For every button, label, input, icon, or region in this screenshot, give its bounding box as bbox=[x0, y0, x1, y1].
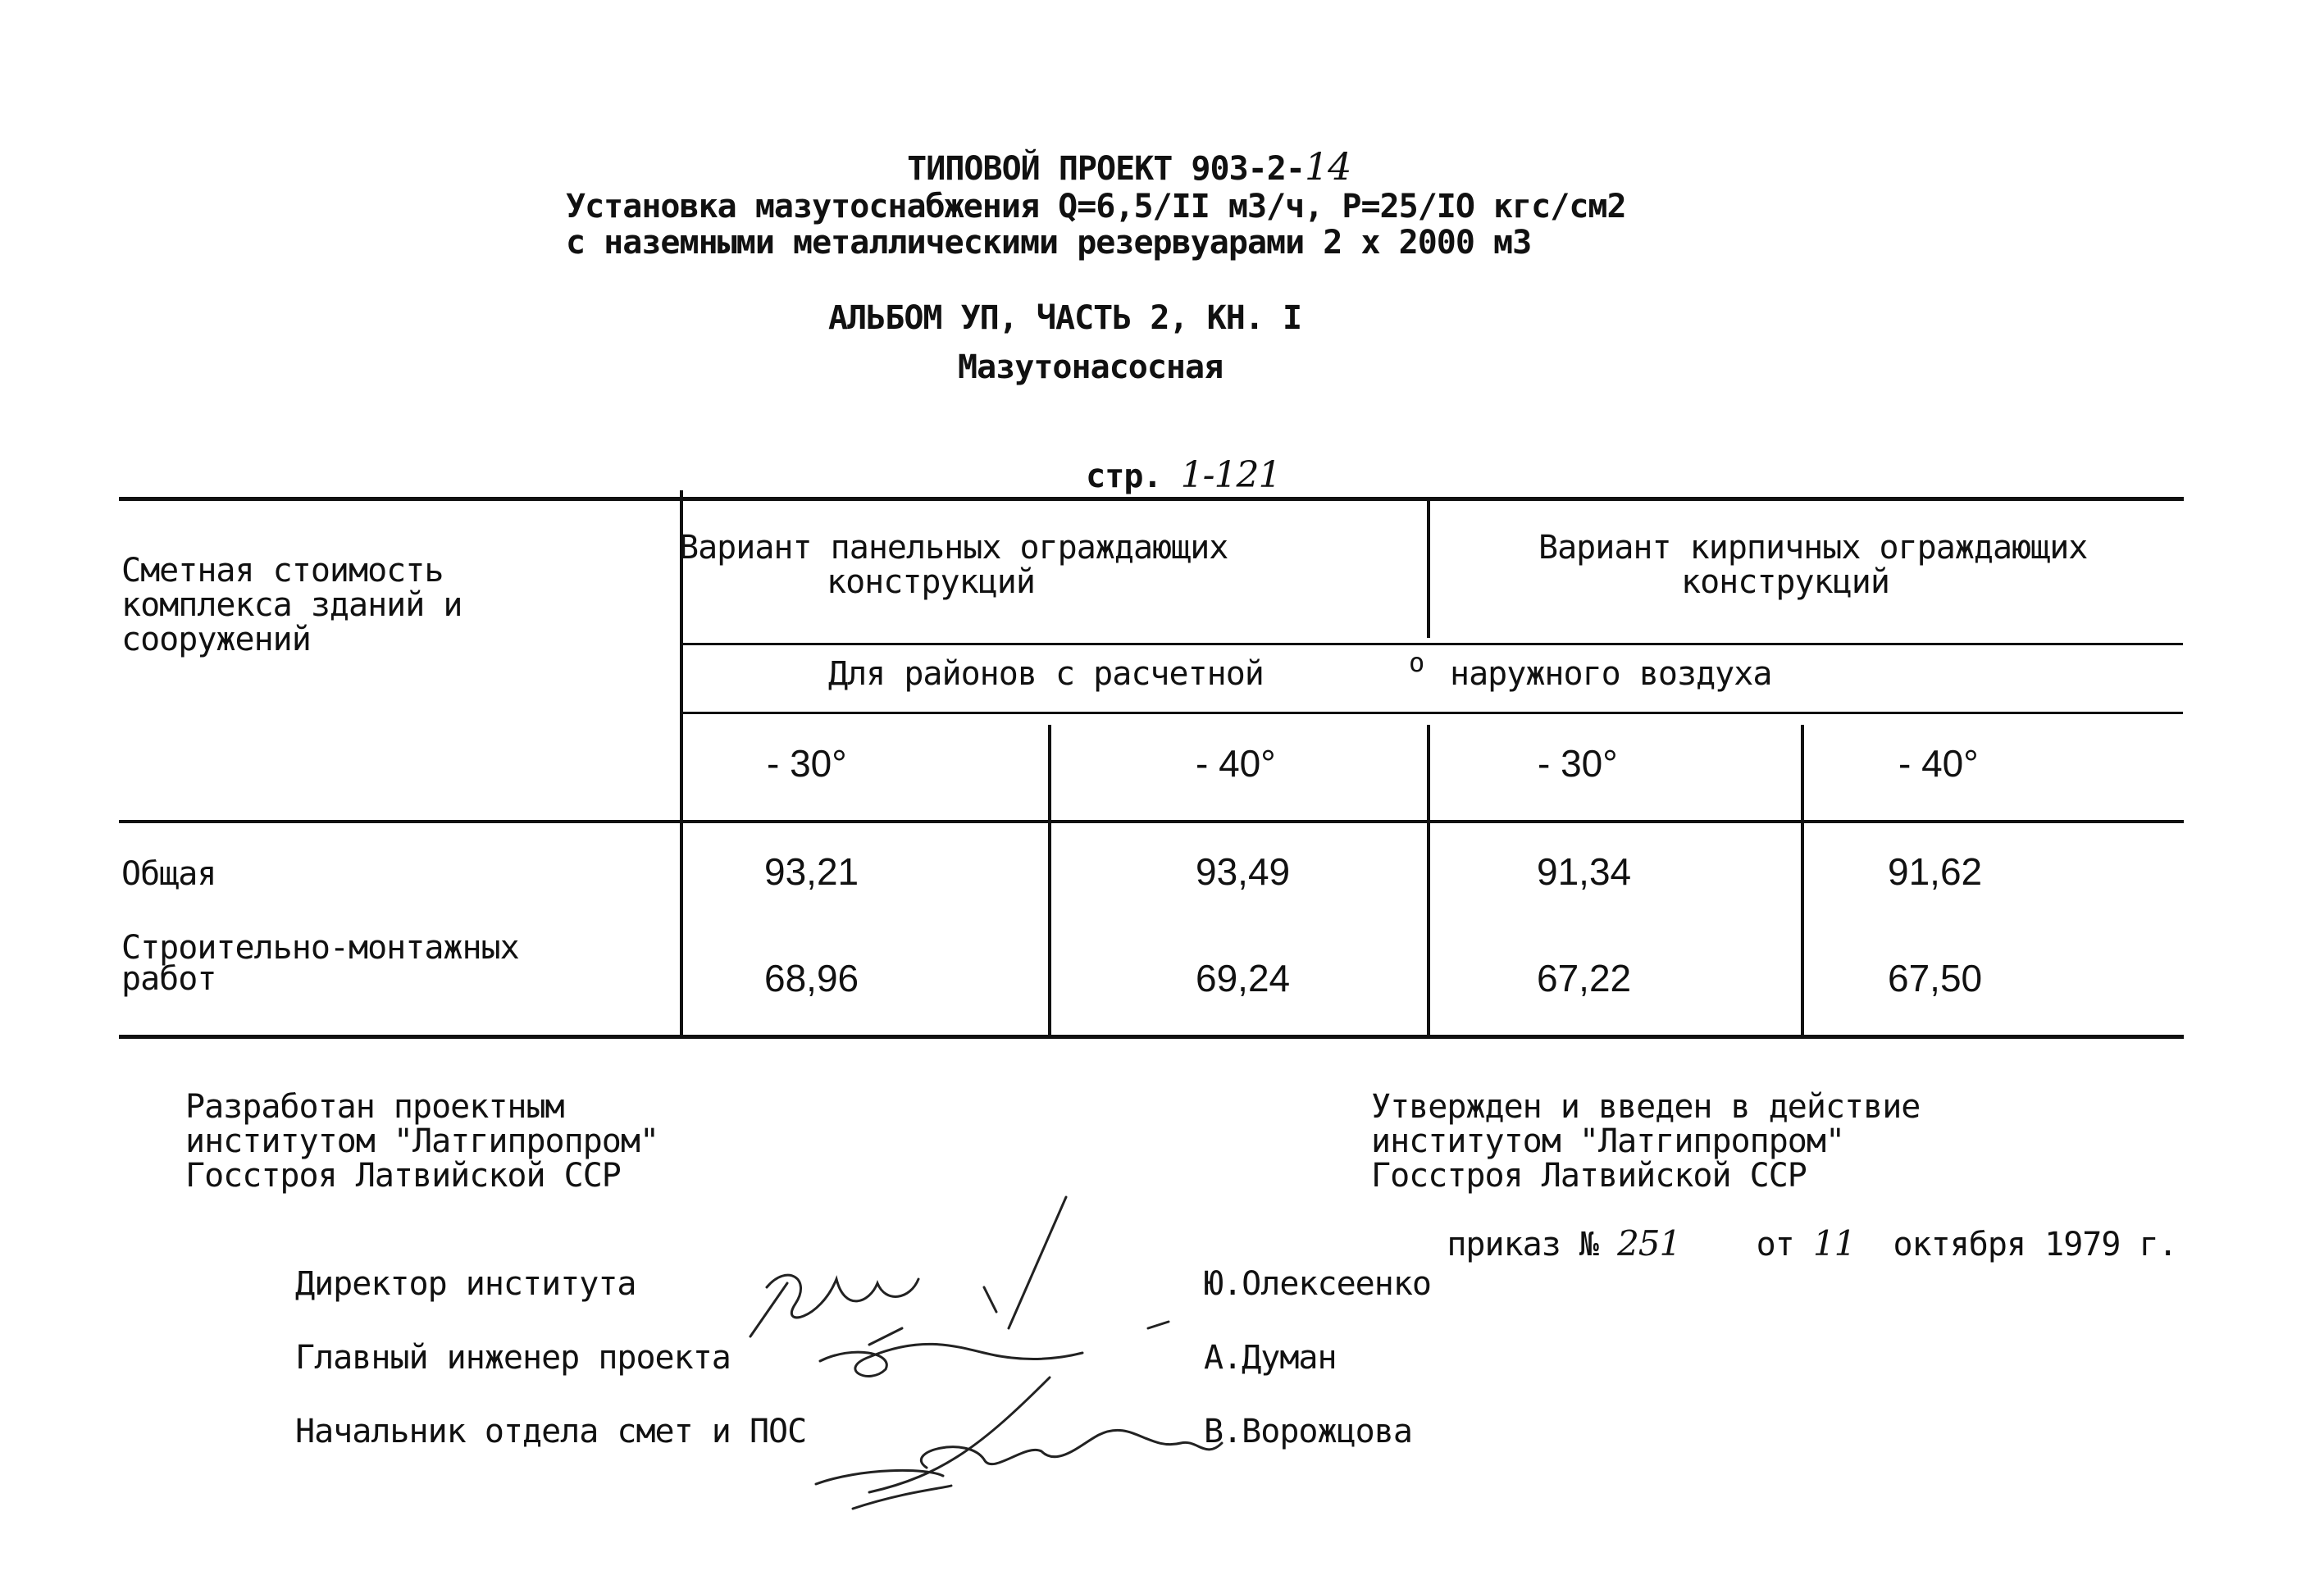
row-label-total: Общая bbox=[121, 855, 216, 893]
approved-line-2: институтом "Латгипропром" bbox=[1371, 1122, 1845, 1160]
subheader-right: наружного воздуха bbox=[1450, 655, 1772, 693]
cell-construction-2: 69,24 bbox=[1196, 957, 1291, 999]
subtitle-line-2: с наземными металлическими резервуарами 2 х 2000 м3 bbox=[566, 224, 1532, 262]
signatory-name-3: В.Ворожцова bbox=[1204, 1413, 1412, 1450]
signatory-name-2: А.Думан bbox=[1204, 1339, 1337, 1377]
title-handwritten-number: 14 bbox=[1304, 144, 1351, 189]
temp-header-4: - 40° bbox=[1898, 742, 1979, 785]
order-from: от bbox=[1756, 1226, 1794, 1263]
group1-header-line-2: конструкций bbox=[827, 563, 1035, 601]
cell-construction-3: 67,22 bbox=[1537, 957, 1632, 999]
album-label: АЛЬБОМ УП, ЧАСТЬ 2, КН. I bbox=[828, 299, 1302, 337]
title-printed: ТИПОВОЙ ПРОЕКТ 903-2- bbox=[907, 150, 1305, 188]
developed-line-2: институтом "Латгипропром" bbox=[185, 1122, 659, 1160]
developed-line-3: Госстроя Латвийской ССР bbox=[185, 1157, 621, 1195]
cell-total-4: 91,62 bbox=[1888, 850, 1983, 893]
row-label-construction-line-2: работ bbox=[121, 960, 216, 998]
row-label-construction-line-1: Строительно-монтажных bbox=[121, 929, 519, 967]
order-day: 11 bbox=[1812, 1223, 1856, 1263]
group2-header-line-1: Вариант кирпичных ограждающих bbox=[1538, 529, 2088, 567]
approved-line-1: Утвержден и введен в действие bbox=[1371, 1088, 1921, 1126]
group2-header-line-2: конструкций bbox=[1681, 563, 1889, 601]
row-header-line-3: сооружений bbox=[121, 621, 311, 658]
row-header-line-1: Сметная стоимость bbox=[121, 552, 444, 590]
signatory-position-2: Главный инженер проекта bbox=[295, 1339, 731, 1377]
cell-total-2: 93,49 bbox=[1196, 850, 1291, 893]
page-prefix: стр. bbox=[1086, 458, 1162, 495]
row-header-line-2: комплекса зданий и bbox=[121, 586, 463, 624]
temp-header-2: - 40° bbox=[1196, 742, 1276, 785]
subtitle-line-1: Установка мазутоснабжения Q=6,5/II м3/ч, Р=25/IO кгс/см2 bbox=[566, 188, 1626, 225]
approved-line-3: Госстроя Латвийской ССР bbox=[1371, 1157, 1807, 1195]
signatory-position-3: Начальник отдела смет и ПОС bbox=[295, 1413, 807, 1450]
temp-header-1: - 30° bbox=[767, 742, 847, 785]
signature-estimates-head bbox=[816, 1377, 1222, 1509]
cell-construction-1: 68,96 bbox=[764, 957, 859, 999]
cell-total-3: 91,34 bbox=[1537, 850, 1632, 893]
cell-construction-4: 67,50 bbox=[1888, 957, 1983, 999]
signature-chief-engineer bbox=[820, 1322, 1169, 1376]
subheader-left: Для районов с расчетной bbox=[828, 655, 1264, 693]
signatory-position-1: Директор института bbox=[295, 1265, 636, 1303]
order-rest: октября 1979 г. bbox=[1893, 1226, 2177, 1263]
page-handwritten: 1-121 bbox=[1180, 454, 1281, 496]
group1-header-line-1: Вариант панельных ограждающих bbox=[679, 529, 1228, 567]
temp-header-3: - 30° bbox=[1538, 742, 1618, 785]
signatory-name-1: Ю.Олексеенко bbox=[1204, 1265, 1431, 1303]
subheader-degree: о bbox=[1409, 647, 1424, 678]
developed-line-1: Разработан проектным bbox=[185, 1088, 564, 1126]
subject-label: Мазутонасосная bbox=[958, 348, 1224, 386]
cell-total-1: 93,21 bbox=[764, 850, 859, 893]
order-number: 251 bbox=[1617, 1223, 1681, 1263]
order-prefix: приказ № bbox=[1447, 1226, 1598, 1263]
signature-director bbox=[750, 1197, 1066, 1336]
